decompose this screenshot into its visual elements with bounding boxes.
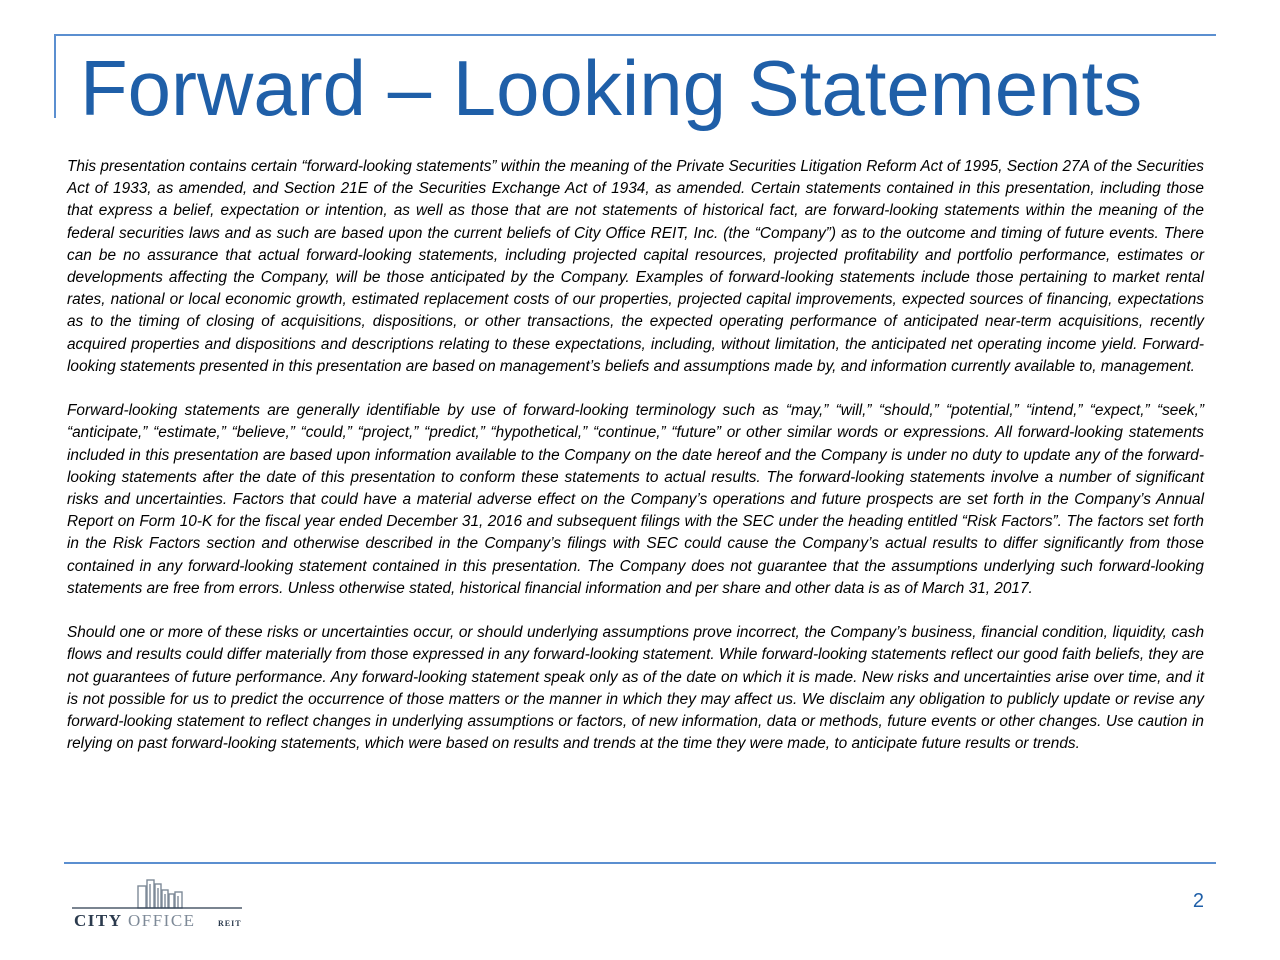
- paragraph-1: This presentation contains certain “forward-looking statements” within the meaning of the Private Securities Litigation Reform Act of 1995, Section 27A of the Securities Act of 1933, as amended, and Section 21E of the Securities Exchange Act of 1934, as amended. Certain statements contained in this presentation, including those that express a belief, expectation or intention, as well as those that are not statements of historical fact, are forward-looking statements within the meaning of the federal securities laws and as such are based upon the current beliefs of City Office REIT, Inc. (the “Company”) as to the outcome and timing of future events. There can be no assurance that actual forward-looking statements, including projected capital resources, projected profitability and portfolio performance, estimates or developments affecting the Company, will be those anticipated by the Company. Examples of forward-looking statements include those pertaining to market rental rates, national or local economic growth, estimated replacement costs of our properties, projected capital improvements, expected sources of financing, expectations as to the timing of closing of acquisitions, dispositions, or other transactions, the expected operating performance of anticipated near-term acquisitions, recently acquired properties and dispositions and descriptions relating to these expectations, including, without limitation, the anticipated net operating income yield. Forward-looking statements presented in this presentation are based on management’s beliefs and assumptions made by, and information currently available to, management.: [67, 158, 1204, 375]
- footer-rule: [64, 862, 1216, 864]
- page-title: Forward – Looking Statements: [80, 44, 1143, 132]
- frame-top-rule: [54, 34, 1216, 36]
- frame-left-rule: [54, 34, 56, 118]
- statement-body: [67, 156, 1204, 755]
- logo-word-city: CITY: [74, 911, 123, 930]
- city-skyline-icon: [72, 876, 262, 936]
- page-number: 2: [1192, 890, 1204, 912]
- logo-word-office: OFFICE: [128, 911, 196, 930]
- paragraph-3: Should one or more of these risks or uncertainties occur, or should underlying assumptions prove incorrect, the Company’s business, financial condition, liquidity, cash flows and results could differ materially from those expressed in any forward-looking statement. While forward-looking statements reflect our good faith beliefs, they are not guarantees of future performance. Any forward-looking statement speak only as of the date on which it is made. New risks and uncertainties arise over time, and it is not possible for us to predict the occurrence of those matters or the manner in which they may affect us. We disclaim any obligation to publicly update or revise any forward-looking statement to reflect changes in underlying assumptions or factors, of new information, data or methods, future events or other changes. Use caution in relying on past forward-looking statements, which were based on results and trends at the time they were made, to anticipate future results or trends.: [67, 624, 1204, 753]
- paragraph-2: Forward-looking statements are generally identifiable by use of forward-looking terminology such as “may,” “will,” “should,” “potential,” “intend,” “expect,” “seek,” “anticipate,” “estimate,” “believe,” “could,” “project,” “predict,” “hypothetical,” “continue,” “future” or other similar words or expressions. All forward-looking statements included in this presentation are based upon information available to the Company on the date hereof and the Company is under no duty to update any of the forward-looking statements after the date of this presentation to conform these statements to actual results. The forward-looking statements involve a number of significant risks and uncertainties. Factors that could have a material adverse effect on the Company’s operations and future prospects are set forth in the Company’s Annual Report on Form 10-K for the fiscal year ended December 31, 2016 and subsequent filings with the SEC under the heading entitled “Risk Factors”. The factors set forth in the Risk Factors section and otherwise described in the Company’s filings with SEC could cause the Company’s actual results to differ significantly from those contained in any forward-looking statement contained in this presentation. The Company does not guarantee that the assumptions underlying such forward-looking statements are free from errors. Unless otherwise stated, historical financial information and per share and other data is as of March 31, 2017.: [67, 402, 1204, 597]
- logo-word-reit: REIT: [218, 919, 242, 928]
- city-office-reit-logo: [72, 876, 262, 936]
